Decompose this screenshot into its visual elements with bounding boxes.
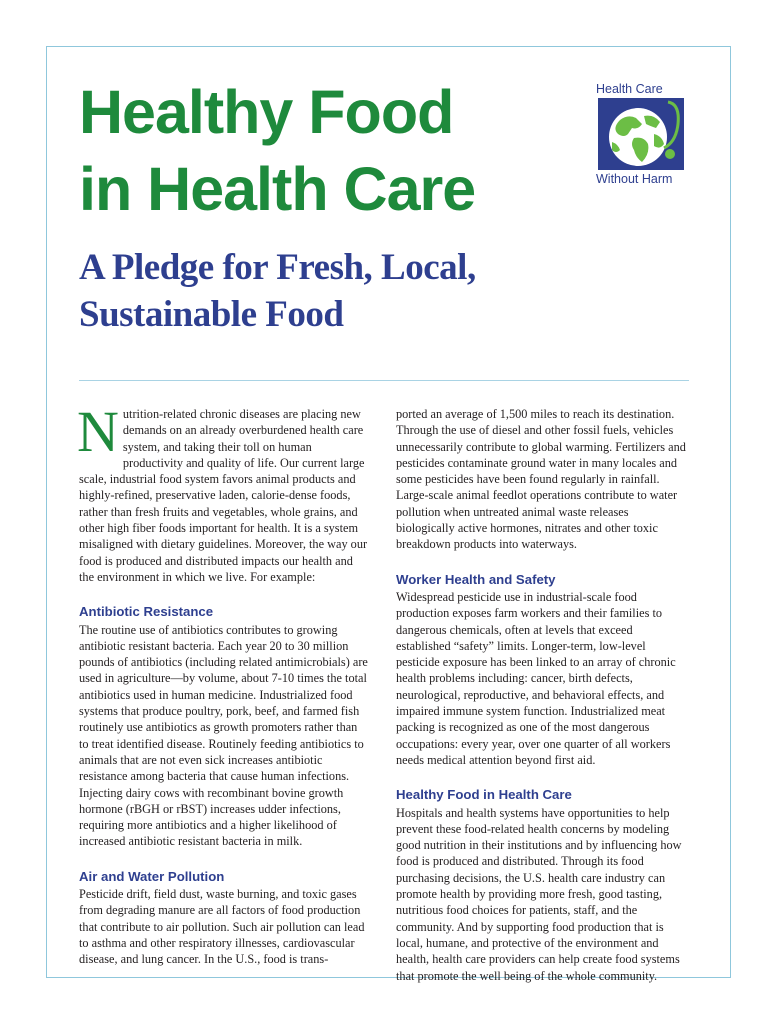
drop-cap: N [77,399,119,464]
page-subtitle [79,244,476,338]
air-water-paragraph: Pesticide drift, field dust, waste burning, and toxic gases from degrading manure are all factors of food production that contribute to air pollution. Such air pollution can lead to asthma and other respiratory illnesses, cardiovascular disease, and lung cancer. In the U.S., food is trans- [79,887,365,967]
heading-antibiotic-resistance: Antibiotic Resistance [79,604,214,620]
heading-air-water-pollution: Air and Water Pollution [79,868,225,884]
health-care-without-harm-logo [594,82,694,192]
worker-paragraph: Widespread pesticide use in industrial-scale food production exposes farm workers and their families to dangerous chemicals, often at levels that exceed established “safety” limits. Longer-term, low-level pesticide exposure has been linked to an array of chronic health problems including: cancer, birth defects, neurological, reproductive, and behavioral effects, and impaired immune system function. Industrialized meat packing is recognized as one of the most dangerous occupations: every year, over one quarter of all workers needs medical attention beyond first aid. [396,589,676,767]
heading-healthy-food-health-care: Healthy Food in Health Care [396,787,572,803]
left-column [77,399,369,968]
globe-stethoscope-icon [598,98,684,170]
logo-bottom-text: Without Harm [596,172,673,186]
intro-paragraph [77,399,369,585]
logo-top-text: Health Care [596,82,663,96]
intro-text: utrition-related chronic diseases are placing new demands on an already overburdened health care system, and taking their toll on human productivity and quality of life. Our current large scale, industrial food system favors animal products and highly-refined, preservative laden, calorie-dense foods, rather than fresh fruits and vegetables, whole grains, and other high fiber foods important for health. It is a system misaligned with dietary guidelines. Moreover, the way our food is produced and distributed impacts our health and the environment in which we live. For example: [79,407,368,584]
title-line-2: in Health Care [79,155,476,223]
subtitle-line-2: Sustainable Food [79,294,344,335]
heading-worker-health-safety: Worker Health and Safety [396,571,556,587]
title-line-1: Healthy Food [79,78,454,146]
air-water-continued-paragraph: ported an average of 1,500 miles to reach its destination. Through the use of diesel and other fossil fuels, vehicles unnecessarily contribute to global warming. Fertilizers and pesticides contaminate ground water in many locales and some pesticides have been found regularly in rainfall. Large-scale animal feedlot operations contribute to water pollution when untreated animal waste releases biologically active hormones, nitrates and other toxic breakdown products into waterways. [396,407,686,552]
subtitle-line-1: A Pledge for Fresh, Local, [79,247,476,288]
antibiotic-paragraph: The routine use of antibiotics contributes to growing antibiotic resistant bacteria. Each year 20 to 30 million pounds of antibiotics (including related antimicrobials) are used in agriculture—by volume, about 7-10 times the total antibiotics used in human medicine. Industrialized food systems that produce poultry, pork, beef, and farmed fish routinely use antibiotics as growth promoters rather than to treat identified disease. Routinely feeding antibiotics to animals that are not even sick increases antibiotic resistance among bacteria that cause human infections. Injecting dairy cows with recombinant bovine growth hormone (rBGH or rBST) increases udder infections, requiring more antibiotics and a higher likelihood of increased antibiotic resistant bacteria in milk. [79,622,368,849]
right-column [396,406,686,984]
page-title [79,74,475,228]
healthy-food-paragraph: Hospitals and health systems have opportunities to help prevent these food-related health concerns by modeling good nutrition in their institutions and by influencing how food is produced and distributed. Through its food purchasing decisions, the U.S. health care industry can promote health by providing more fresh, good tasting, nutritious food choices for patients, staff, and the community. And by supporting food production that is local, humane, and protective of the environment and health, health care providers can help create food systems that promote the well being of the whole community. [396,805,682,983]
header-divider [79,380,689,381]
